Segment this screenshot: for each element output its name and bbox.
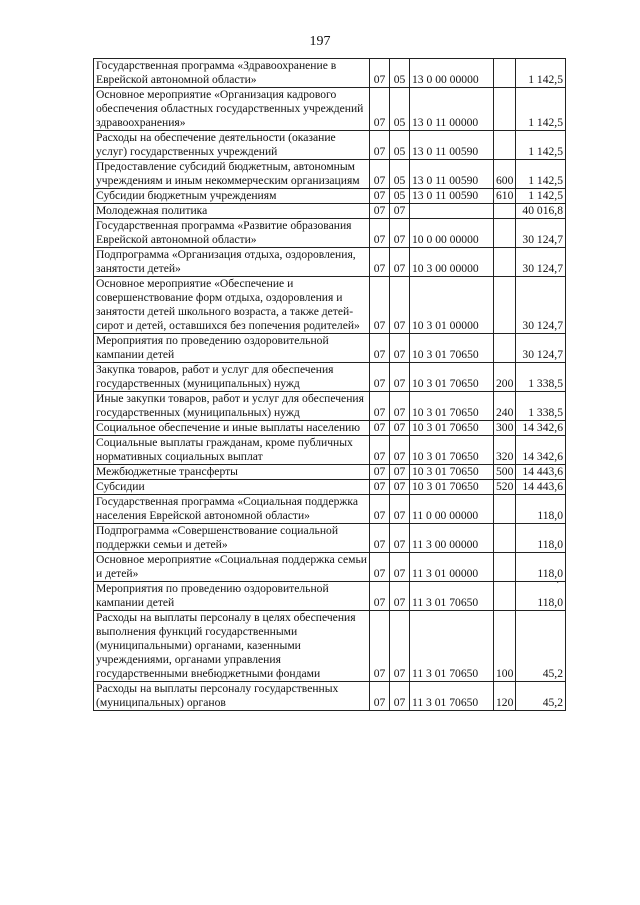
expense-name: Государственная программа «Здравоохранение в Еврейской автономной области» [94, 59, 370, 88]
section-code: 07 [370, 421, 390, 436]
expense-type-code: 200 [494, 363, 516, 392]
amount: 118,0 [516, 495, 566, 524]
section-code: 07 [370, 277, 390, 334]
target-article-code: 13 0 11 00590 [410, 131, 494, 160]
subsection-code: 07 [390, 363, 410, 392]
table-row [94, 189, 566, 204]
section-code: 07 [370, 219, 390, 248]
budget-table [93, 58, 566, 711]
expense-name: Социальное обеспечение и иные выплаты населению [94, 421, 370, 436]
expense-name: Основное мероприятие «Обеспечение и совершенствование форм отдыха, оздоровления и занятости детей школьного возраста, а также детей-сирот и детей, оставшихся без попечения родителей» [94, 277, 370, 334]
target-article-code: 13 0 11 00590 [410, 189, 494, 204]
target-article-code: 10 3 01 70650 [410, 363, 494, 392]
subsection-code: 05 [390, 160, 410, 189]
table-row [94, 88, 566, 131]
table-row [94, 277, 566, 334]
subsection-code: 05 [390, 189, 410, 204]
subsection-code: 07 [390, 334, 410, 363]
target-article-code: 11 3 01 00000 [410, 553, 494, 582]
amount: 118,0 [516, 524, 566, 553]
expense-type-code [494, 495, 516, 524]
scan-dot: · [556, 578, 560, 589]
expense-type-code: 500 [494, 465, 516, 480]
section-code: 07 [370, 131, 390, 160]
target-article-code: 10 3 01 70650 [410, 465, 494, 480]
expense-type-code [494, 334, 516, 363]
table-row [94, 553, 566, 582]
section-code: 07 [370, 682, 390, 711]
target-article-code: 10 0 00 00000 [410, 219, 494, 248]
subsection-code: 07 [390, 392, 410, 421]
target-article-code: 13 0 00 00000 [410, 59, 494, 88]
amount: 30 124,7 [516, 334, 566, 363]
expense-type-code [494, 88, 516, 131]
amount: 14 342,6 [516, 436, 566, 465]
amount: 14 443,6 [516, 465, 566, 480]
table-row [94, 248, 566, 277]
table-row [94, 436, 566, 465]
budget-table-body [94, 59, 566, 711]
expense-type-code: 300 [494, 421, 516, 436]
amount: 30 124,7 [516, 219, 566, 248]
section-code: 07 [370, 363, 390, 392]
table-row [94, 160, 566, 189]
amount: 1 142,5 [516, 189, 566, 204]
table-row [94, 465, 566, 480]
expense-type-code [494, 219, 516, 248]
section-code: 07 [370, 495, 390, 524]
subsection-code: 07 [390, 219, 410, 248]
table-row [94, 392, 566, 421]
expense-name: Расходы на выплаты персоналу государственных (муниципальных) органов [94, 682, 370, 711]
amount: 45,2 [516, 682, 566, 711]
table-row [94, 480, 566, 495]
table-row [94, 204, 566, 219]
expense-type-code: 100 [494, 611, 516, 682]
expense-name: Расходы на выплаты персоналу в целях обеспечения выполнения функций государственными (муниципальными) органами, казенными учреждениями, органами управления государственными внебюджетными фондами [94, 611, 370, 682]
amount: 45,2 [516, 611, 566, 682]
subsection-code: 05 [390, 88, 410, 131]
expense-name: Иные закупки товаров, работ и услуг для обеспечения государственных (муниципальных) нужд [94, 392, 370, 421]
section-code: 07 [370, 465, 390, 480]
subsection-code: 07 [390, 524, 410, 553]
expense-type-code [494, 248, 516, 277]
amount: 1 338,5 [516, 392, 566, 421]
section-code: 07 [370, 204, 390, 219]
subsection-code: 07 [390, 277, 410, 334]
expense-name: Межбюджетные трансферты [94, 465, 370, 480]
amount: 14 443,6 [516, 480, 566, 495]
subsection-code: 07 [390, 553, 410, 582]
section-code: 07 [370, 160, 390, 189]
expense-type-code [494, 553, 516, 582]
expense-name: Расходы на обеспечение деятельности (оказание услуг) государственных учреждений [94, 131, 370, 160]
expense-type-code: 600 [494, 160, 516, 189]
target-article-code: 13 0 11 00590 [410, 160, 494, 189]
amount: 118,0 [516, 553, 566, 582]
target-article-code: 13 0 11 00000 [410, 88, 494, 131]
expense-name: Основное мероприятие «Организация кадрового обеспечения областных государственных учреждений здравоохранения» [94, 88, 370, 131]
subsection-code: 07 [390, 495, 410, 524]
target-article-code [410, 204, 494, 219]
amount: 1 142,5 [516, 59, 566, 88]
section-code: 07 [370, 88, 390, 131]
target-article-code: 11 3 01 70650 [410, 611, 494, 682]
subsection-code: 07 [390, 204, 410, 219]
amount: 30 124,7 [516, 248, 566, 277]
target-article-code: 10 3 01 70650 [410, 480, 494, 495]
subsection-code: 07 [390, 682, 410, 711]
table-row [94, 363, 566, 392]
section-code: 07 [370, 436, 390, 465]
subsection-code: 07 [390, 248, 410, 277]
expense-name: Основное мероприятие «Социальная поддержка семьи и детей» [94, 553, 370, 582]
subsection-code: 07 [390, 465, 410, 480]
expense-name: Подпрограмма «Организация отдыха, оздоровления, занятости детей» [94, 248, 370, 277]
subsection-code: 05 [390, 59, 410, 88]
target-article-code: 11 0 00 00000 [410, 495, 494, 524]
expense-type-code: 240 [494, 392, 516, 421]
expense-name: Молодежная политика [94, 204, 370, 219]
target-article-code: 11 3 00 00000 [410, 524, 494, 553]
table-row [94, 421, 566, 436]
table-row [94, 682, 566, 711]
expense-type-code: 610 [494, 189, 516, 204]
expense-name: Государственная программа «Развитие образования Еврейской автономной области» [94, 219, 370, 248]
expense-name: Субсидии бюджетным учреждениям [94, 189, 370, 204]
amount: 1 142,5 [516, 88, 566, 131]
table-row [94, 59, 566, 88]
expense-name: Социальные выплаты гражданам, кроме публичных нормативных социальных выплат [94, 436, 370, 465]
section-code: 07 [370, 524, 390, 553]
target-article-code: 10 3 01 70650 [410, 436, 494, 465]
expense-type-code [494, 524, 516, 553]
subsection-code: 07 [390, 582, 410, 611]
subsection-code: 05 [390, 131, 410, 160]
section-code: 07 [370, 334, 390, 363]
section-code: 07 [370, 189, 390, 204]
amount: 40 016,8 [516, 204, 566, 219]
target-article-code: 11 3 01 70650 [410, 582, 494, 611]
subsection-code: 07 [390, 421, 410, 436]
target-article-code: 10 3 01 00000 [410, 277, 494, 334]
section-code: 07 [370, 392, 390, 421]
table-row [94, 582, 566, 611]
table-row [94, 131, 566, 160]
target-article-code: 10 3 01 70650 [410, 421, 494, 436]
expense-type-code: 120 [494, 682, 516, 711]
section-code: 07 [370, 611, 390, 682]
target-article-code: 10 3 01 70650 [410, 392, 494, 421]
table-row [94, 495, 566, 524]
expense-type-code: 320 [494, 436, 516, 465]
amount: 118,0 [516, 582, 566, 611]
target-article-code: 10 3 00 00000 [410, 248, 494, 277]
subsection-code: 07 [390, 436, 410, 465]
expense-name: Субсидии [94, 480, 370, 495]
expense-type-code [494, 582, 516, 611]
amount: 1 142,5 [516, 131, 566, 160]
section-code: 07 [370, 248, 390, 277]
amount: 1 338,5 [516, 363, 566, 392]
expense-type-code [494, 204, 516, 219]
expense-name: Мероприятия по проведению оздоровительной кампании детей [94, 582, 370, 611]
table-row [94, 219, 566, 248]
subsection-code: 07 [390, 611, 410, 682]
subsection-code: 07 [390, 480, 410, 495]
table-row [94, 524, 566, 553]
expense-type-code [494, 131, 516, 160]
expense-name: Мероприятия по проведению оздоровительной кампании детей [94, 334, 370, 363]
target-article-code: 11 3 01 70650 [410, 682, 494, 711]
section-code: 07 [370, 59, 390, 88]
expense-name: Государственная программа «Социальная поддержка населения Еврейской автономной области» [94, 495, 370, 524]
expense-name: Подпрограмма «Совершенствование социальной поддержки семьи и детей» [94, 524, 370, 553]
section-code: 07 [370, 480, 390, 495]
section-code: 07 [370, 553, 390, 582]
table-row [94, 334, 566, 363]
expense-name: Предоставление субсидий бюджетным, автономным учреждениям и иным некоммерческим организациям [94, 160, 370, 189]
target-article-code: 10 3 01 70650 [410, 334, 494, 363]
amount: 1 142,5 [516, 160, 566, 189]
expense-name: Закупка товаров, работ и услуг для обеспечения государственных (муниципальных) нужд [94, 363, 370, 392]
expense-type-code [494, 59, 516, 88]
expense-type-code: 520 [494, 480, 516, 495]
section-code: 07 [370, 582, 390, 611]
amount: 30 124,7 [516, 277, 566, 334]
amount: 14 342,6 [516, 421, 566, 436]
expense-type-code [494, 277, 516, 334]
table-row [94, 611, 566, 682]
page-number: 197 [309, 34, 331, 49]
